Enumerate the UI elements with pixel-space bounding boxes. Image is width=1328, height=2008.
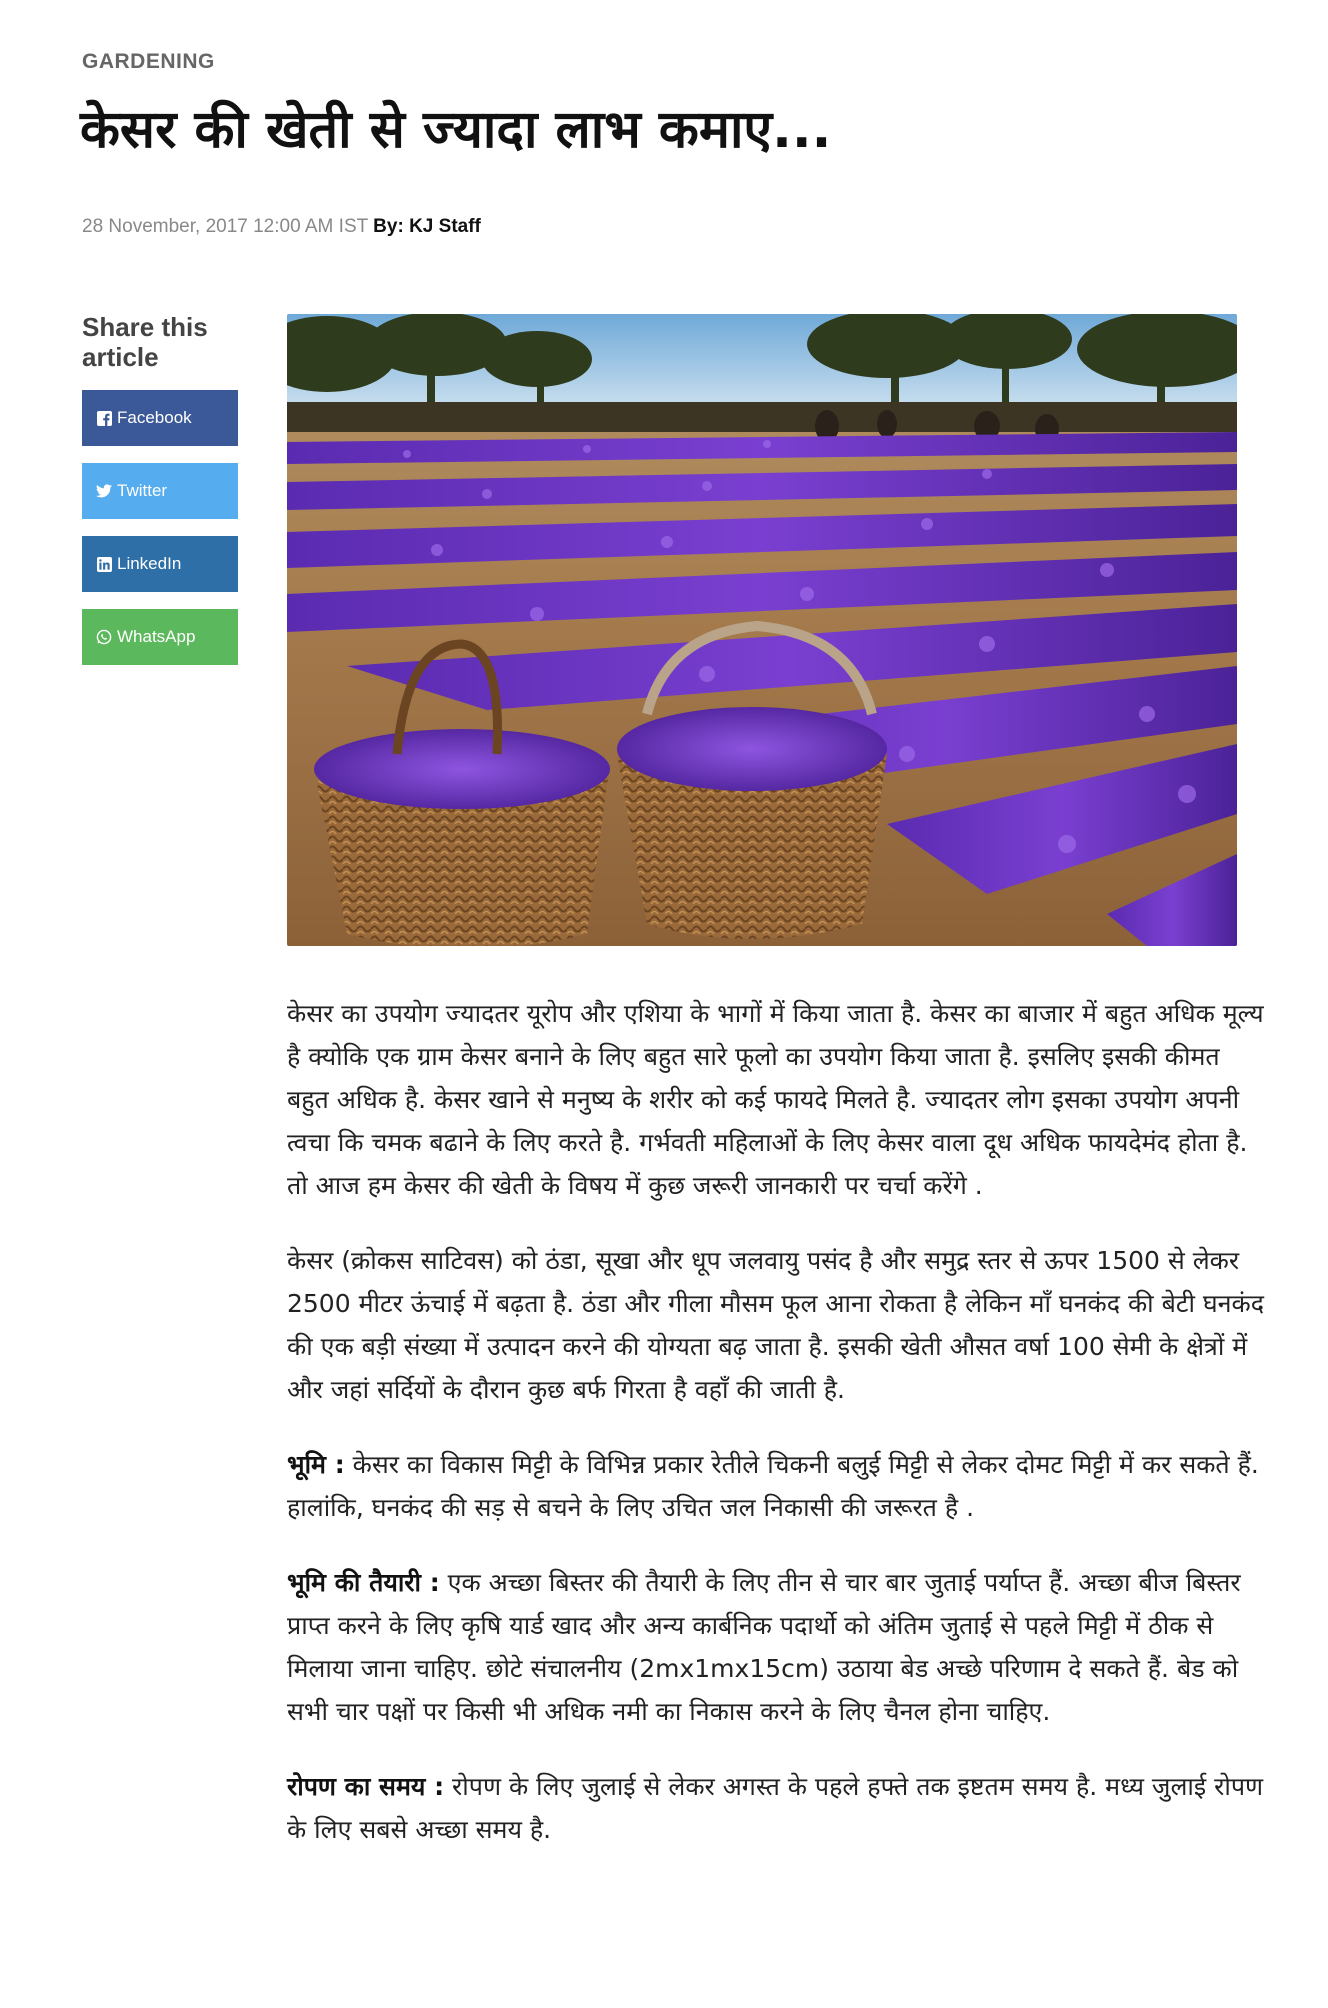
soil-text: केसर का विकास मिट्टी के विभिन्न प्रकार रेतीले चिकनी बलुई मिट्टी से लेकर दोमट मिट्टी में कर सकते हैं. हालांकि, घनकंद की सड़ से बचने के लिए उचित जल निकासी की जरूरत है . xyxy=(287,1450,1259,1522)
whatsapp-share-button[interactable] xyxy=(82,609,238,665)
planting-time-text: रोपण के लिए जुलाई से लेकर अगस्त के पहले हफ्ते तक इष्टतम समय है. मध्य जुलाई रोपण के लिए सबसे अच्छा समय है. xyxy=(287,1772,1264,1844)
linkedin-label: LinkedIn xyxy=(117,554,182,573)
whatsapp-icon xyxy=(96,629,112,645)
facebook-share-button[interactable] xyxy=(82,390,238,446)
category-label[interactable]: GARDENING xyxy=(82,50,215,73)
article-title: केसर की खेती से ज्यादा लाभ कमाए... xyxy=(80,100,832,160)
byline xyxy=(373,216,481,237)
paragraph-land-prep xyxy=(287,1561,1267,1733)
paragraph-planting-time xyxy=(287,1765,1267,1851)
article-body xyxy=(287,992,1267,1883)
byline-label: By: xyxy=(373,216,404,237)
saffron-field-illustration xyxy=(287,314,1237,946)
land-prep-text: एक अच्छा बिस्तर की तैयारी के लिए तीन से चार बार जुताई पर्याप्त हैं. अच्छा बीज बिस्तर प्राप्त करने के लिए कृषि यार्ड खाद और अन्य कार्बनिक पदार्थो को अंतिम जुताई से पहले मिट्टी में ठीक से मिलाया जाना चाहिए. छोटे संचालनीय (2mx1mx15cm) उठाया बेड अच्छे परिणाम दे सकते हैं. बेड को सभी चार पक्षों पर किसी भी अधिक नमी का निकास करने के लिए चैनल होना चाहिए. xyxy=(287,1568,1241,1726)
facebook-icon xyxy=(96,410,112,426)
twitter-icon xyxy=(96,483,112,499)
whatsapp-label: WhatsApp xyxy=(117,627,196,646)
twitter-label: Twitter xyxy=(117,481,168,500)
share-panel xyxy=(82,312,242,682)
hero-image xyxy=(287,314,1237,946)
author-name[interactable]: KJ Staff xyxy=(409,216,481,237)
publish-date: 28 November, 2017 12:00 AM IST xyxy=(82,216,368,237)
linkedin-icon xyxy=(96,556,112,572)
soil-heading: भूमि : xyxy=(287,1450,345,1479)
article-meta xyxy=(82,216,481,238)
twitter-share-button[interactable] xyxy=(82,463,238,519)
paragraph-climate: केसर (क्रोकस साटिवस) को ठंडा, सूखा और धूप जलवायु पसंद है और समुद्र स्तर से ऊपर 1500 से लेकर 2500 मीटर ऊंचाई में बढ़ता है. ठंडा और गीला मौसम फूल आना रोकता है लेकिन माँ घनकंद की बेटी घनकंद की एक बड़ी संख्या में उत्पादन करने की योग्यता बढ़ जाता है. इसकी खेती औसत वर्षा 100 सेमी के क्षेत्रों में और जहां सर्दियों के दौरान कुछ बर्फ गिरता है वहाँ की जाती है. xyxy=(287,1246,1265,1404)
share-title: Share this article xyxy=(82,312,208,372)
linkedin-share-button[interactable] xyxy=(82,536,238,592)
facebook-label: Facebook xyxy=(117,408,192,427)
paragraph-intro: केसर का उपयोग ज्यादतर यूरोप और एशिया के भागों में किया जाता है. केसर का बाजार में बहुत अधिक मूल्य है क्योकि एक ग्राम केसर बनाने के लिए बहुत सारे फूलो का उपयोग किया जाता है. इसलिए इसकी कीमत बहुत अधिक है. केसर खाने से मनुष्य के शरीर को कई फायदे मिलते है. ज्यादतर लोग इसका उपयोग अपनी त्वचा कि चमक बढाने के लिए करते है. गर्भवती महिलाओं के लिए केसर वाला दूध अधिक फायदेमंद होता है. तो आज हम केसर की खेती के विषय में कुछ जरूरी जानकारी पर चर्चा करेंगे . xyxy=(287,999,1264,1200)
planting-time-heading: रोपण का समय : xyxy=(287,1772,445,1801)
paragraph-soil xyxy=(287,1443,1267,1529)
land-prep-heading: भूमि की तैयारी : xyxy=(287,1568,440,1597)
